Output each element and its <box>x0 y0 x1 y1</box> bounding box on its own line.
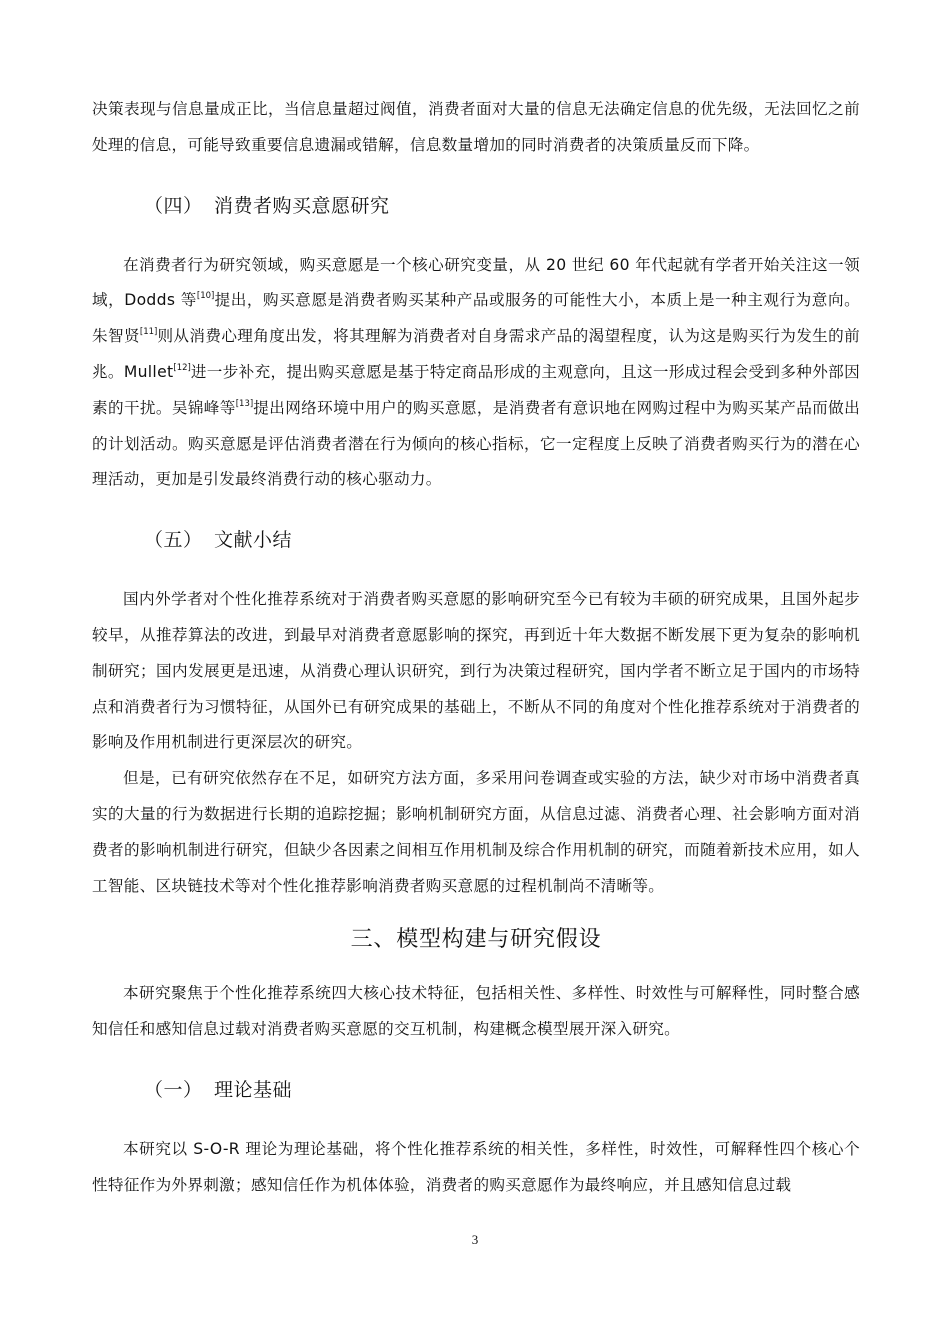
section-title: 理论基础 <box>214 1078 293 1101</box>
paragraph-line: 忆之前处理的信息，可能导致重要信息遗漏或错解，信息数量增加的同时消费者的决策质量反而下降。 <box>92 100 860 154</box>
section-title: 文献小结 <box>214 529 293 552</box>
text-run: 提出，购买意愿是消费者购买某种产品或服务的可能性大小，本质上是一种主观行为意向。朱智贤 <box>92 291 860 346</box>
page-number: 3 <box>471 1232 479 1247</box>
spacer <box>92 498 860 520</box>
spacer <box>92 1110 860 1132</box>
page-content <box>92 92 860 1204</box>
spacer <box>92 1048 860 1070</box>
spacer <box>92 962 860 976</box>
section-number: （四） <box>144 194 203 217</box>
text-run: 提出网络环境中用户的购买意愿，是消费者有意识地在网购过程中为购买某产品而做出的计划活动。购买意愿是评估消费者潜在行为倾向的核心指标，它一定程度上反映了消费者购买行为的潜在心理活动，更加是引发最终消费行动的核心驱动力。 <box>92 398 861 489</box>
section-number: （五） <box>144 529 203 552</box>
paragraph-literature-summary: 国内外学者对个性化推荐系统对于消费者购买意愿的影响研究至今已有较为丰硕的研究成果，且国外起步较早，从推荐算法的改进，到最早对消费者意愿影响的探究，再到近十年大数据不断发展下更为复杂的影响机制研究；国内发展更是迅速，从消费心理认识研究，到行为决策过程研究，国内学者不断立足于国内的市场特点和消费者行为习惯特征，从国外已有研究成果的基础上，不断从不同的角度对个性化推荐系统对于消费者的影响及作用机制进行更深层次的研究。 <box>92 590 860 752</box>
citation-ref: [12] <box>173 362 191 373</box>
section-heading-4 <box>92 186 860 226</box>
text-run: 在消费者行为研究领域，购买意愿是一个核心研究变量，从 20 世纪 60 年代起就有学者开始关注这一领域，Dodds 等 <box>92 255 860 310</box>
citation-ref: [11] <box>139 327 158 338</box>
spacer <box>92 904 860 918</box>
spacer <box>92 164 860 186</box>
section-heading-5 <box>92 520 860 560</box>
paragraph-theory-basis: 本研究以 S-O-R 理论为理论基础，将个性化推荐系统的相关性，多样性，时效性，可解释性四个核心个性特征作为外界刺激；感知信任作为机体体验，消费者的购买意愿作为最终响应，并且感知信息过载 <box>92 1139 860 1194</box>
text-run: 进一步补充，提出购买意愿是基于特定商品形成的主观意向，且这一形成过程会受到多种外部因素的干扰。吴锦峰等 <box>92 362 860 417</box>
section-heading-1 <box>92 1070 860 1110</box>
citation-ref: [13] <box>235 398 254 409</box>
paragraph-line: 决策表现与信息量成正比，当信息量超过阀值，消费者面对大量的信息无法确定信息的优先级，无法回 <box>92 100 813 118</box>
paragraph-continued <box>92 92 860 164</box>
paragraph-limitations: 但是，已有研究依然存在不足，如研究方法方面，多采用问卷调查或实验的方法，缺少对市场中消费者真实的大量的行为数据进行长期的追踪挖掘；影响机制研究方面，从信息过滤、消费者心理、社会影响方面对消费者的影响机制进行研究，但缺少各因素之间相互作用机制及综合作用机制的研究，而随着新技术应用，如人工智能、区块链技术等对个性化推荐影响消费者购买意愿的过程机制尚不清晰等。 <box>92 769 860 895</box>
chapter-heading: 三、模型构建与研究假设 <box>350 927 602 953</box>
citation-ref: [10] <box>196 291 215 302</box>
section-title: 消费者购买意愿研究 <box>214 194 390 217</box>
paragraph-chapter-intro: 本研究聚焦于个性化推荐系统四大核心技术特征，包括相关性、多样性、时效性与可解释性，同时整合感知信任和感知信息过载对消费者购买意愿的交互机制，构建概念模型展开深入研究。 <box>92 984 860 1039</box>
spacer <box>92 560 860 582</box>
text-run: 则从消费心理角度出发，将其理解为消费者对自身需求产品的渴望程度，认为这是购买行为发生的前兆。Mullet <box>92 327 861 381</box>
spacer <box>92 226 860 248</box>
paragraph-purchase-intention <box>92 248 860 499</box>
section-number: （一） <box>144 1078 203 1101</box>
